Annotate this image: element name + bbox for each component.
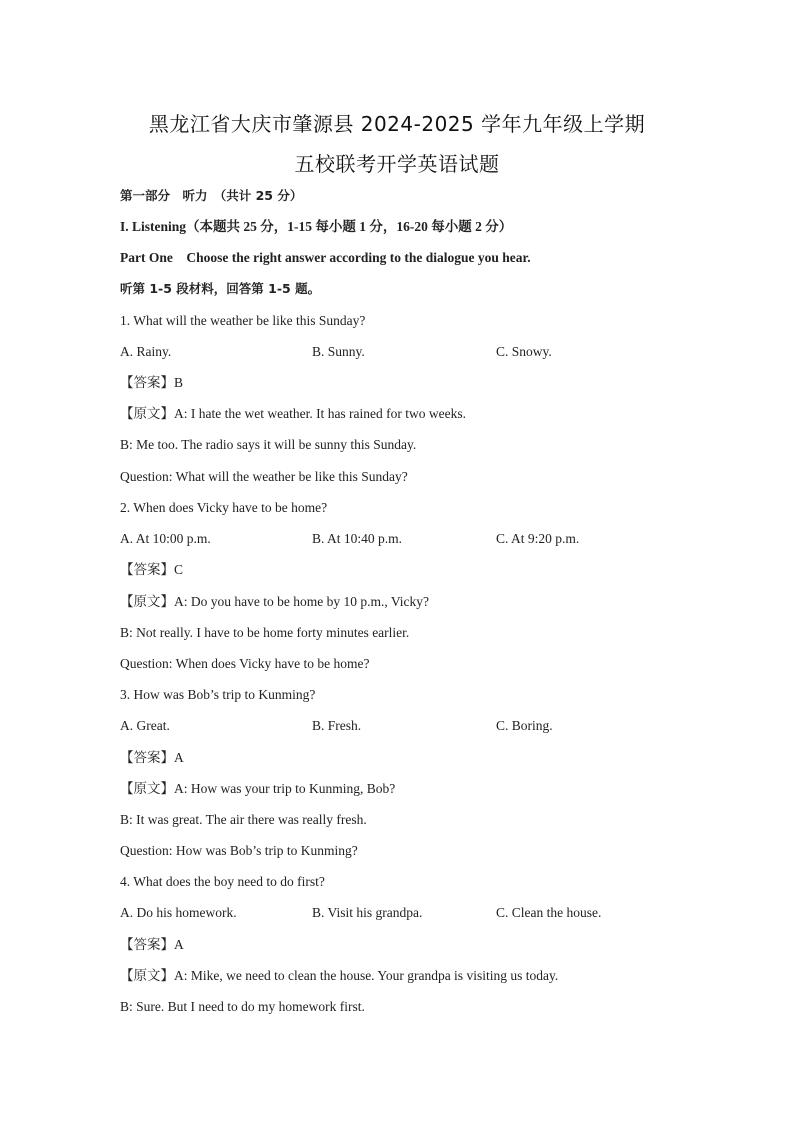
q3-option-c: C. Boring. xyxy=(496,718,553,733)
q2-option-b: B. At 10:40 p.m. xyxy=(312,531,403,546)
part-heading: 第一部分 听力 （共计 25 分） xyxy=(120,188,303,203)
q4-option-c: C. Clean the house. xyxy=(496,905,602,920)
q1-transcript-a: 【原文】A: I hate the wet weather. It has rained for two weeks. xyxy=(120,406,467,421)
q3-option-a: A. Great. xyxy=(120,718,170,733)
q4-transcript-a: 【原文】A: Mike, we need to clean the house. Your grandpa is visiting us today. xyxy=(120,968,559,983)
q3-answer: 【答案】A xyxy=(120,750,184,765)
question-1: 1. What will the weather be like this Sunday? xyxy=(120,313,366,328)
q2-transcript-question: Question: When does Vicky have to be home? xyxy=(120,656,370,671)
q3-transcript-question: Question: How was Bob’s trip to Kunming? xyxy=(120,843,358,858)
q4-option-b: B. Visit his grandpa. xyxy=(312,905,423,920)
q3-option-b: B. Fresh. xyxy=(312,718,362,733)
q4-answer: 【答案】A xyxy=(120,937,184,952)
q1-answer: 【答案】B xyxy=(120,375,184,390)
q4-option-a: A. Do his homework. xyxy=(120,905,237,920)
q2-answer: 【答案】C xyxy=(120,562,184,577)
q3-transcript-a: 【原文】A: How was your trip to Kunming, Bob? xyxy=(120,781,396,796)
q2-option-c: C. At 9:20 p.m. xyxy=(496,531,580,546)
q2-transcript-b: B: Not really. I have to be home forty minutes earlier. xyxy=(120,625,410,640)
q1-option-b: B. Sunny. xyxy=(312,344,365,359)
question-3: 3. How was Bob’s trip to Kunming? xyxy=(120,687,316,702)
document-title-line1: 黑龙江省大庆市肇源县 2024-2025 学年九年级上学期 xyxy=(148,112,646,136)
q3-transcript-b: B: It was great. The air there was really fresh. xyxy=(120,812,367,827)
question-2: 2. When does Vicky have to be home? xyxy=(120,500,328,515)
passage-instruction: 听第 1-5 段材料，回答第 1-5 题。 xyxy=(120,281,321,296)
q1-option-c: C. Snowy. xyxy=(496,344,552,359)
q1-transcript-question: Question: What will the weather be like this Sunday? xyxy=(120,469,408,484)
q1-transcript-b: B: Me too. The radio says it will be sunny this Sunday. xyxy=(120,437,417,452)
q2-option-a: A. At 10:00 p.m. xyxy=(120,531,211,546)
question-4: 4. What does the boy need to do first? xyxy=(120,874,325,889)
q4-transcript-b: B: Sure. But I need to do my homework first. xyxy=(120,999,365,1014)
q2-transcript-a: 【原文】A: Do you have to be home by 10 p.m., Vicky? xyxy=(120,594,430,609)
document-title-line2: 五校联考开学英语试题 xyxy=(294,152,500,176)
part-one-instruction: Part One Choose the right answer according to the dialogue you hear. xyxy=(120,250,531,265)
listening-heading: I. Listening（本题共 25 分，1-15 每小题 1 分，16-20 每小题 2 分） xyxy=(120,219,513,234)
q1-option-a: A. Rainy. xyxy=(120,344,172,359)
